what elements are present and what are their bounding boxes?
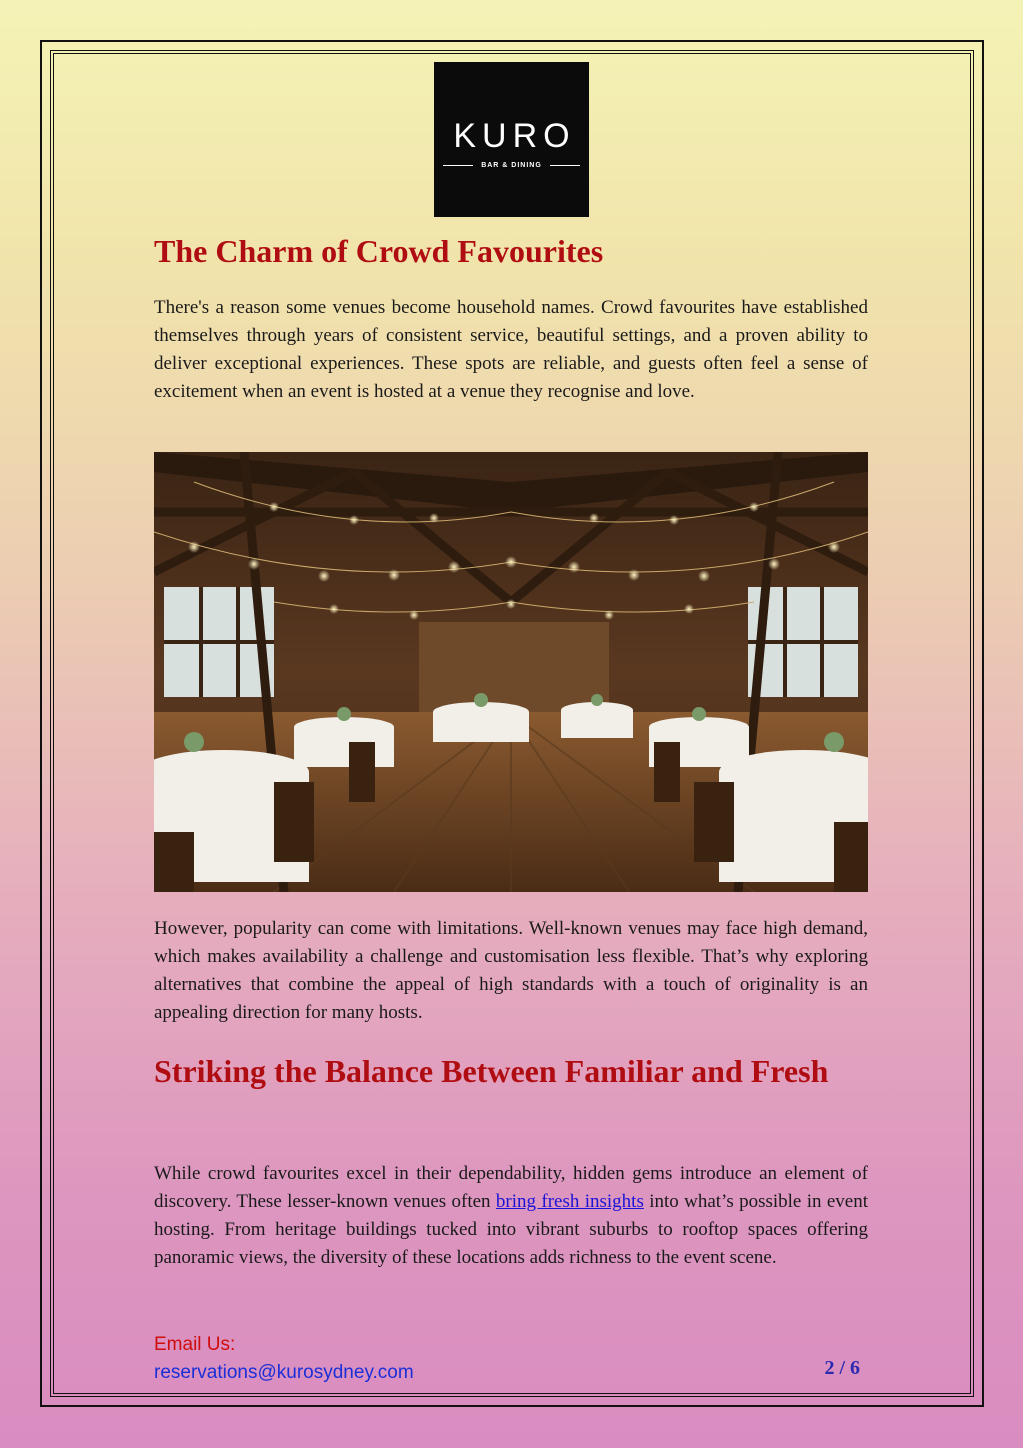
logo-sub-text: BAR & DINING	[481, 162, 542, 169]
paragraph-text-start: While crowd favourites excel in their dependability, hidden gems introduce an element of discovery. These lesser-known venues often	[154, 1163, 868, 1212]
page-number: 2 / 6	[824, 1357, 860, 1379]
logo-subtitle	[434, 162, 589, 169]
logo-word: KURO	[453, 117, 576, 155]
fresh-insights-link[interactable]: bring fresh insights	[495, 1191, 644, 1212]
barn-venue-photo	[154, 452, 868, 892]
section-heading-crowd-favourites: The Charm of Crowd Favourites	[154, 233, 604, 269]
email-label: Email Us:	[154, 1334, 236, 1355]
paragraph-limitations: However, popularity can come with limitations. Well-known venues may face high demand, which makes availability a challenge and customisation less flexible. That’s why exploring alternatives that combine the appeal of high standards with a touch of originality is an appealing direction for many hosts.	[154, 918, 868, 1023]
logo-rule-right	[550, 165, 580, 166]
section-heading-balance: Striking the Balance Between Familiar and Fresh	[154, 1053, 829, 1089]
paragraph-hidden-gems	[154, 1160, 868, 1272]
paragraph-intro: There's a reason some venues become household names. Crowd favourites have established themselves through years of consistent service, beautiful settings, and a proven ability to deliver exceptional experiences. These spots are reliable, and guests often feel a sense of excitement when an event is hosted at a venue they recognise and love.	[154, 297, 868, 402]
kuro-logo	[434, 62, 589, 217]
logo-rule-left	[443, 165, 473, 166]
paragraph-text-end: into what’s possible in event hosting. From heritage buildings tucked into vibrant suburbs to rooftop spaces offering panoramic views, the diversity of these locations adds richness to the event scene.	[154, 1191, 869, 1268]
email-address-link[interactable]: reservations@kurosydney.com	[154, 1362, 414, 1383]
